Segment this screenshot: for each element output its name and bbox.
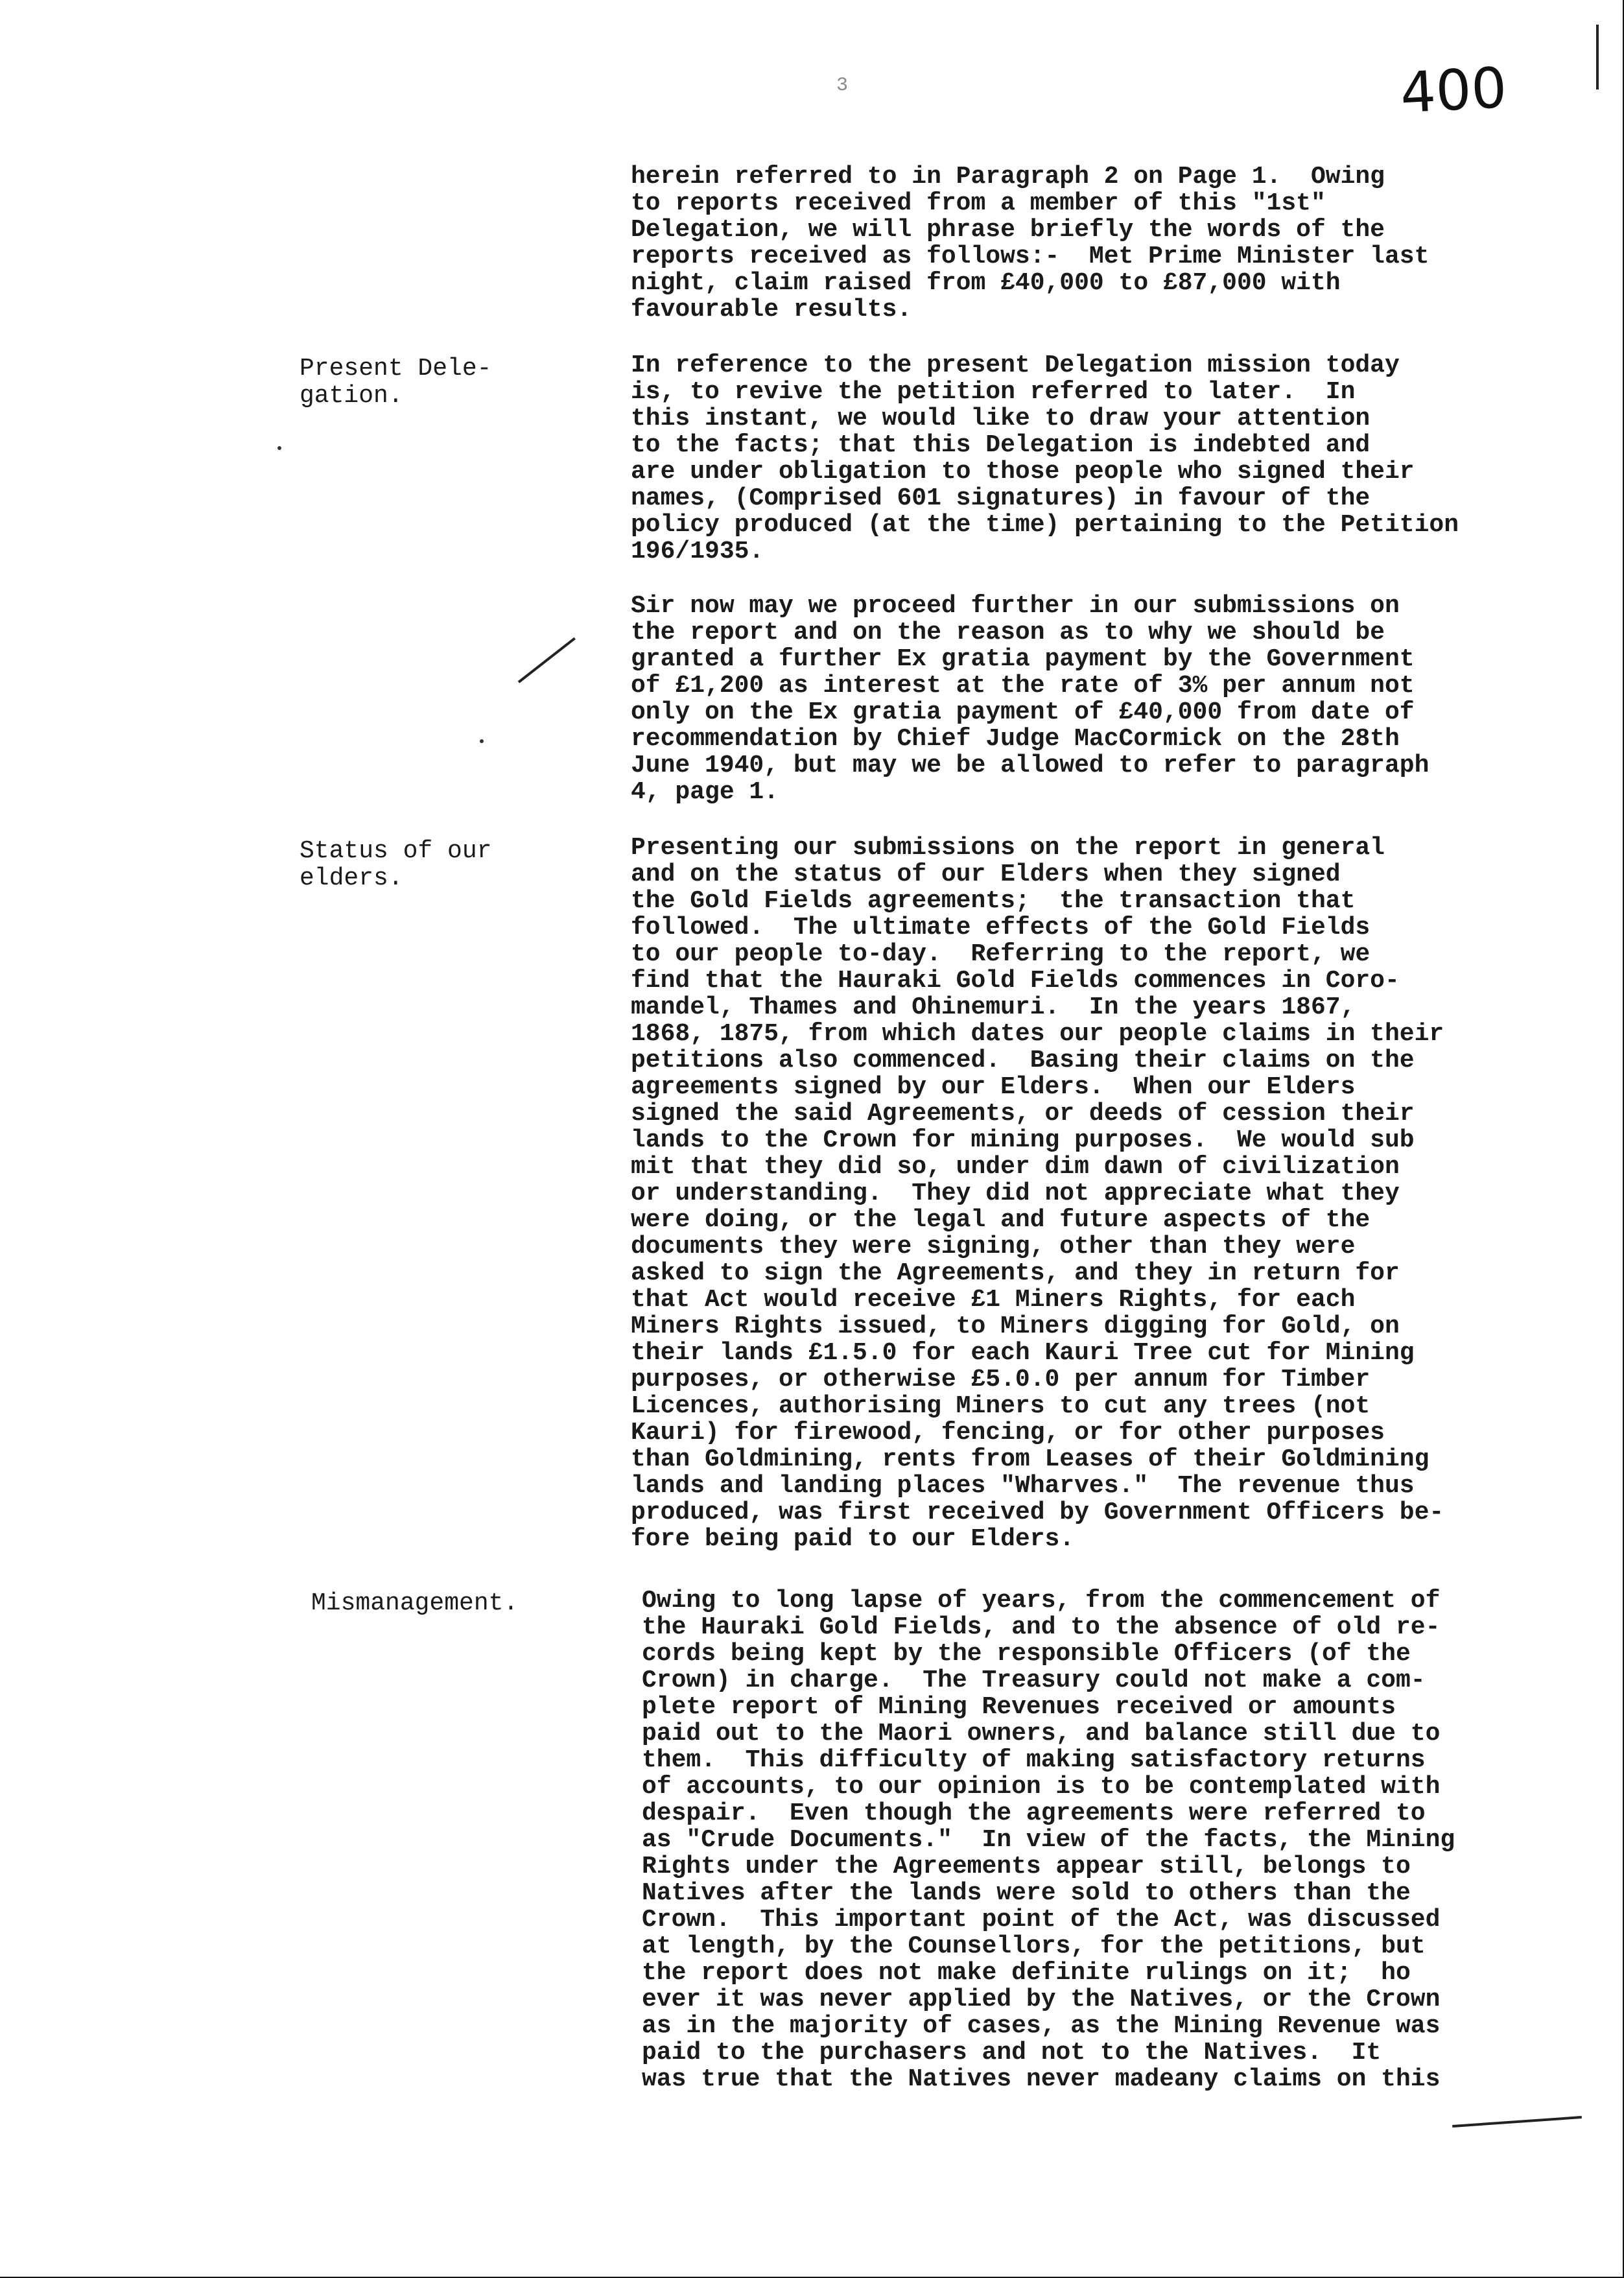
paragraph-present-delegation: In reference to the present Delegation mission today is, to revive the petition referred to later. In this instant, we would like to draw your attention to the facts; that this Delegation is indebted and are under obligation to those people who signed their names, (Comprised 601 signatures) in favour of the policy produced (at the time) pertaining to the Petition 196/1935. — [631, 351, 1459, 565]
side-heading-status-of-elders: Status of our elders. — [300, 837, 492, 892]
side-heading-present-delegation: Present Dele- gation. — [300, 355, 492, 410]
margin-dot — [480, 739, 484, 743]
paragraph-ex-gratia: Sir now may we proceed further in our submissions on the report and on the reason as to why we should be granted a further Ex gratia payment by the Government of £1,200 as interest at the rate of 3% per annum not only on the Ex gratia payment of £40,000 from date of recommendation by Chief Judge MacCormick on the 28th June 1940, but may we be allowed to refer to paragraph 4, page 1. — [631, 592, 1430, 806]
top-mark: 3 — [836, 75, 849, 97]
edge-tick-mark — [1596, 25, 1599, 89]
margin-dot — [277, 446, 281, 450]
paragraph-mismanagement: Owing to long lapse of years, from the commencement of the Hauraki Gold Fields, and to the absence of old re- cords being kept by the responsible Officers (of the Crown) in charge. The Treasury could not make a com- plete report of Mining Revenues received or amounts paid out to the Maori owners, and balance still due to them. This difficulty of making satisfactory returns of accounts, to our opinion is to be contemplated with despair. Even though the agreements were referred to as "Crude Documents." In view of the facts, the Mining Rights under the Agreements appear still, belongs to Natives after the lands were sold to others than the Crown. This important point of the Act, was discussed at length, by the Counsellors, for the petitions, but the report does not make definite rulings on it; ho ever it was never applied by the Natives, or the Crown as in the majority of cases, as the Mining Revenue was paid to the purchasers and not to the Natives. It was true that the Natives never madeany claims on this — [642, 1587, 1455, 2093]
paragraph-status-of-elders: Presenting our submissions on the report in general and on the status of our Elders when they signed the Gold Fields agreements; the transaction that followed. The ultimate effects of the Gold Fields to our people to-day. Referring to the report, we find that the Hauraki Gold Fields commences in Coro- mandel, Thames and Ohinemuri. In the years 1867, 1868, 1875, from which dates our people claims in their petitions also commenced. Basing their claims on the agreements signed by our Elders. When our Elders signed the said Agreements, or deeds of cession their lands to the Crown for mining purposes. We would sub mit that they did so, under dim dawn of civilization or understanding. They did not appreciate what they were doing, or the legal and future aspects of the documents they were signing, other than they were asked to sign the Agreements, and they in return for that Act would receive £1 Miners Rights, for each Miners Rights issued, to Miners digging for Gold, on their lands £1.5.0 for each Kauri Tree cut for Mining purposes, or otherwise £5.0.0 per annum for Timber Licences, authorising Miners to cut any trees (not Kauri) for firewood, fencing, or for other purposes than Goldmining, rents from Leases of their Goldmining lands and landing places "Wharves." The revenue thus produced, was first received by Government Officers be- fore being paid to our Elders. — [631, 834, 1444, 1553]
page-number: 400 — [1398, 55, 1509, 126]
paragraph-continuation: herein referred to in Paragraph 2 on Page 1. Owing to reports received from a member of this "1st" Delegation, we will phrase briefly the words of the reports received as follows:- Met Prime Minister last night, claim raised from £40,000 to £87,000 with favourable results. — [631, 163, 1430, 324]
side-heading-mismanagement: Mismanagement. — [311, 1589, 519, 1617]
